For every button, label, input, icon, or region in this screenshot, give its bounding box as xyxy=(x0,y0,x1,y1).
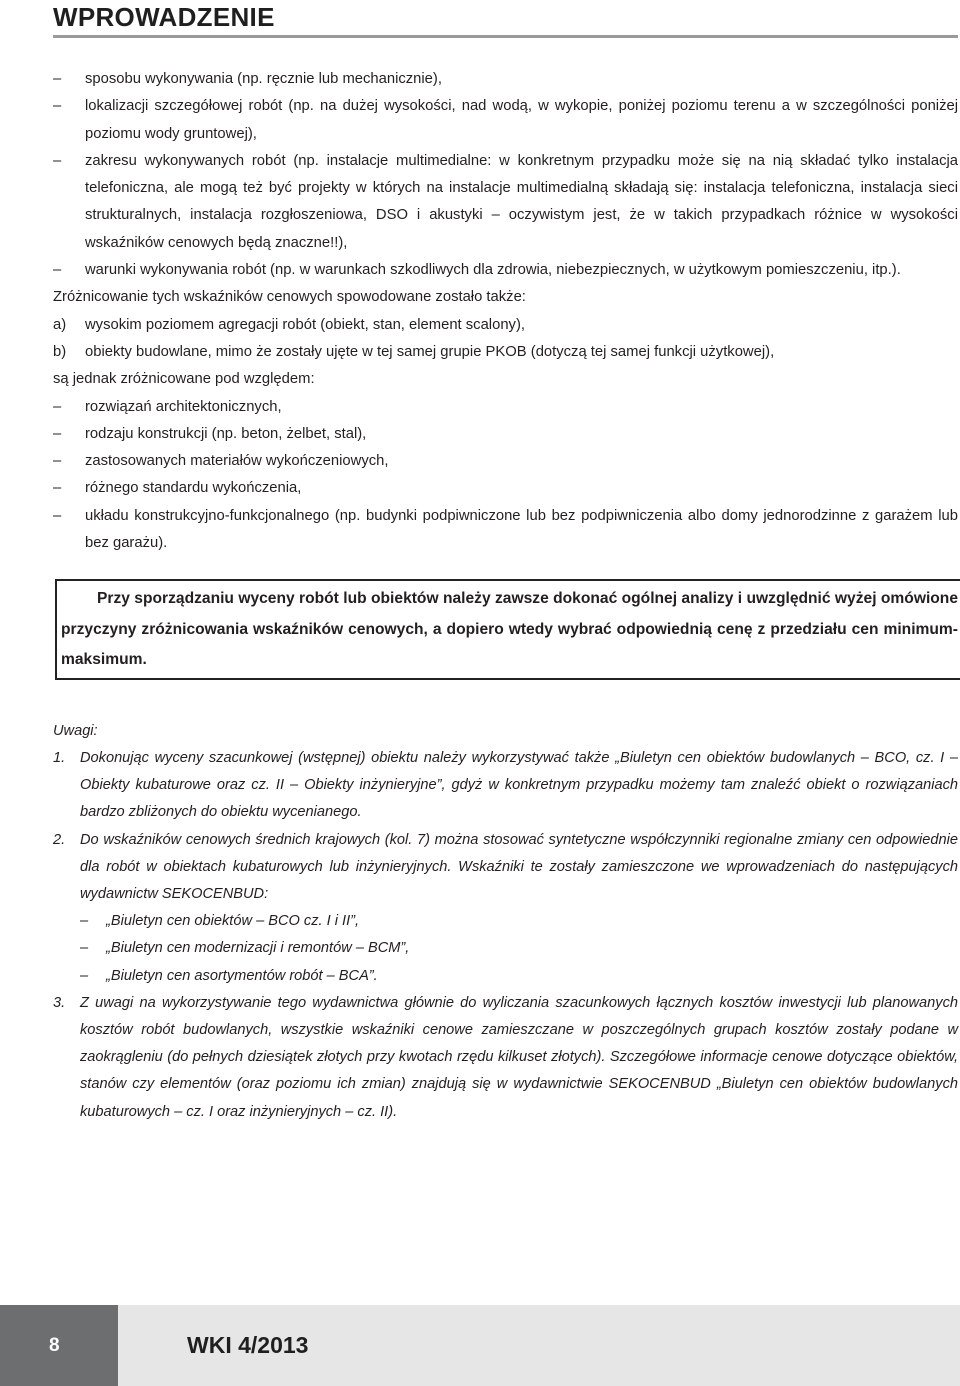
list-item-text: rodzaju konstrukcji (np. beton, żelbet, stal), xyxy=(85,425,367,442)
list-item xyxy=(53,148,958,257)
dash-marker: – xyxy=(53,71,62,87)
list-item xyxy=(53,475,958,502)
list-item xyxy=(53,421,958,448)
dash-marker: – xyxy=(53,453,62,470)
paragraph-intro: Zróżnicowanie tych wskaźników cenowych spowodowane zostało także: xyxy=(53,289,526,306)
note-subitem-text: „Biuletyn cen obiektów – BCO cz. I i II”, xyxy=(106,913,360,930)
lettered-item xyxy=(53,339,958,366)
note-subitem xyxy=(80,908,958,935)
lettered-item-text: obiekty budowlane, mimo że zostały ujęte w tej samej grupie PKOB (dotyczą tej samej funkcji użytkowej), xyxy=(85,343,775,360)
list-item xyxy=(53,93,958,148)
list-item xyxy=(53,66,958,93)
list-item xyxy=(53,394,958,421)
list-item xyxy=(53,448,958,475)
letter-marker: b) xyxy=(53,343,67,360)
highlight-box: Przy sporządzaniu wyceny robót lub obiektów należy zawsze dokonać ogólnej analizy i uwzględnić wyżej omówione przyczyny zróżnicowania wskaźników cenowych, a dopiero wtedy wybrać odpowiednią cenę z przedziału cen minimum-maksimum. xyxy=(55,579,960,680)
note-subitem xyxy=(80,935,958,962)
dash-marker: – xyxy=(53,398,62,415)
note-text: Z uwagi na wykorzystywanie tego wydawnictwa głównie do wyliczania szacunkowych łącznych kosztów inwestycji lub planowanych kosztów robót budowlanych, wszystkie wskaźniki cenowe zamieszczane w poszczególnych grupach kosztów zostały podane w zaokrągleniu (do pełnych dziesiątek złotych przy kwotach rzędu kilkuset złotych). Szczegółowe informacje cenowe dotyczące obiektów, stanów czy elementów (oraz poziomu ich zmian) znajdują się w wydawnictwie SEKOCENBUD „Biuletyn cen obiektów budowlanych kubaturowych – cz. I oraz inżynieryjnych – cz. II). xyxy=(80,994,958,1120)
dash-marker: – xyxy=(53,480,62,497)
list-item-text: układu konstrukcyjno-funkcjonalnego (np. budynki podpiwniczone lub bez podpiwniczenia albo domy jednorodzinne z garażem lub bez garażu). xyxy=(85,507,958,552)
dash-marker: – xyxy=(80,967,89,984)
document-body xyxy=(53,66,958,1126)
letter-marker: a) xyxy=(53,316,67,333)
dash-marker: – xyxy=(53,507,62,524)
paragraph-intro: są jednak zróżnicowane pod względem: xyxy=(53,371,315,388)
note-item xyxy=(53,827,958,990)
note-text: Dokonując wyceny szacunkowej (wstępnej) obiektu należy wykorzystywać także „Biuletyn cen obiektów budowlanych – BCO, cz. I – Obiekty kubaturowe oraz cz. II – Obiekty inżynieryjne”, gdyż w konkretnym przypadku możemy tam znaleźć obiekt o rozwiązaniach bardzo zbliżonych do obiektu wycenianego. xyxy=(80,750,958,821)
note-number: 2. xyxy=(53,831,66,848)
dash-marker: – xyxy=(80,913,89,930)
list-item-text: warunki wykonywania robót (np. w warunkach szkodliwych dla zdrowia, niebezpiecznych, w użytkowym pomieszczeniu, itp.). xyxy=(85,262,901,279)
note-item xyxy=(53,745,958,827)
dash-marker: – xyxy=(80,940,89,957)
note-subitem-text: „Biuletyn cen modernizacji i remontów – BCM”, xyxy=(106,940,410,957)
list-item-text: lokalizacji szczegółowej robót (np. na dużej wysokości, nad wodą, w wykopie, poniżej poziomu terenu a w szczególności poniżej poziomu wody gruntowej), xyxy=(85,98,958,142)
note-subitem xyxy=(80,963,958,990)
list-item-text: różnego standardu wykończenia, xyxy=(85,480,302,497)
dash-marker: – xyxy=(53,425,62,442)
list-item-text: zastosowanych materiałów wykończeniowych, xyxy=(85,453,389,470)
page-title: WPROWADZENIE xyxy=(53,2,275,32)
publication-name: WKI 4/2013 xyxy=(187,1332,309,1358)
list-item-text: sposobu wykonywania (np. ręcznie lub mechanicznie), xyxy=(85,71,442,87)
header-rule xyxy=(53,35,958,38)
page-number: 8 xyxy=(49,1335,60,1356)
notes-heading: Uwagi: xyxy=(53,722,98,739)
footer-bar xyxy=(0,1305,960,1386)
lettered-item xyxy=(53,312,958,339)
list-item-text: zakresu wykonywanych robót (np. instalacje multimedialne: w konkretnym przypadku może się na nią składać tylko instalacja telefoniczna, ale mogą też być projekty w których na instalacje multimedialną składają się: instalacja telefoniczna, instalacja sieci strukturalnych, instalacja rozgłoszeniowa, DSO i akustyki – oczywistym jest, że w takich przypadkach różnice w wysokości wskaźników cenowych będą znaczne!!), xyxy=(85,152,958,251)
dash-marker: – xyxy=(53,98,62,115)
note-text: Do wskaźników cenowych średnich krajowych (kol. 7) można stosować syntetyczne współczynniki regionalne zmiany cen odpowiednie dla robót w obiektach kubaturowych lub inżynieryjnych. Wskaźniki te zostały zamieszczone we wprowadzeniach do następujących wydawnictw SEKOCENBUD: xyxy=(80,831,958,903)
list-item xyxy=(53,503,958,558)
note-number: 3. xyxy=(53,994,66,1011)
dash-marker: – xyxy=(53,152,62,169)
list-item-text: rozwiązań architektonicznych, xyxy=(85,398,282,415)
list-item xyxy=(53,257,958,284)
note-number: 1. xyxy=(53,750,66,767)
note-item xyxy=(53,990,958,1126)
notes-section xyxy=(53,718,958,1126)
lettered-item-text: wysokim poziomem agregacji robót (obiekt, stan, element scalony), xyxy=(85,316,525,333)
dash-marker: – xyxy=(53,262,62,279)
note-subitem-text: „Biuletyn cen asortymentów robót – BCA”. xyxy=(106,967,378,984)
